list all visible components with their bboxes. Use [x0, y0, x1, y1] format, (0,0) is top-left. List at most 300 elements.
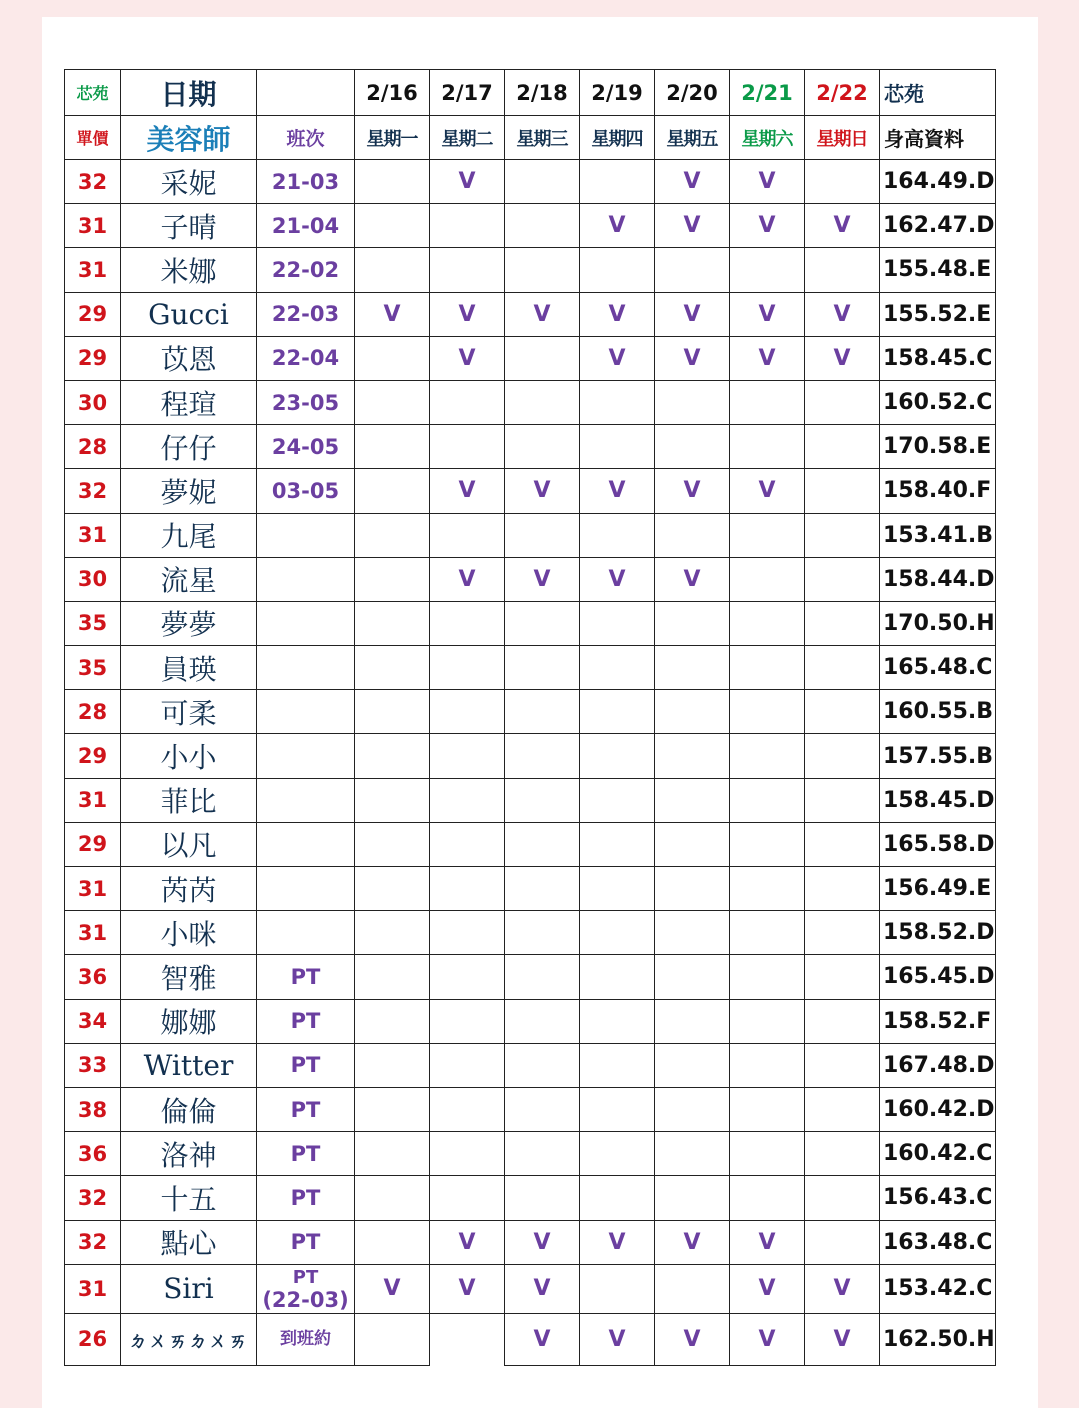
day-cell	[505, 646, 580, 690]
day-cell	[505, 336, 580, 380]
day-cell	[580, 1176, 655, 1220]
day-cell	[805, 557, 880, 601]
day-cell	[580, 513, 655, 557]
day-cell	[730, 955, 805, 999]
day-cell	[655, 690, 730, 734]
price-cell: 32	[65, 469, 121, 513]
day-cell	[580, 999, 655, 1043]
beautician-name: Gucci	[121, 292, 257, 336]
shift-label: PT	[292, 1266, 319, 1288]
day-cell	[355, 1176, 430, 1220]
table-row	[65, 425, 996, 469]
day-cell	[580, 601, 655, 645]
weekday-cell: 星期二	[430, 116, 505, 160]
day-cell	[655, 1264, 730, 1313]
date-cell: 2/20	[655, 70, 730, 116]
shift-cell: PT	[257, 1220, 355, 1264]
day-cell	[805, 1176, 880, 1220]
day-cell	[805, 425, 880, 469]
shift-mark: V	[655, 557, 730, 601]
shift-mark: V	[580, 1313, 655, 1365]
day-cell	[655, 513, 730, 557]
height-cell: 156.49.E	[880, 867, 996, 911]
beautician-name: 小咪	[121, 911, 257, 955]
day-cell	[505, 955, 580, 999]
price-header: 單價	[65, 116, 121, 160]
brand-cell: 芯苑	[65, 70, 121, 116]
day-cell	[655, 867, 730, 911]
date-cell: 2/17	[430, 70, 505, 116]
shift-mark: V	[580, 336, 655, 380]
day-cell	[355, 248, 430, 292]
shift-mark: V	[430, 160, 505, 204]
table-row	[65, 469, 996, 513]
day-cell	[580, 867, 655, 911]
height-cell: 165.48.C	[880, 646, 996, 690]
price-cell: 30	[65, 380, 121, 424]
price-cell: 35	[65, 646, 121, 690]
day-cell	[430, 911, 505, 955]
shift-mark: V	[355, 292, 430, 336]
day-cell	[355, 557, 430, 601]
shift-cell: PT	[257, 1087, 355, 1131]
price-cell: 31	[65, 911, 121, 955]
day-cell	[355, 160, 430, 204]
table-row	[65, 1313, 996, 1365]
day-cell	[655, 1132, 730, 1176]
day-cell	[430, 734, 505, 778]
day-cell	[430, 1087, 505, 1131]
table-row	[65, 955, 996, 999]
weekday-cell: 星期一	[355, 116, 430, 160]
weekday-cell-sunday: 星期日	[805, 116, 880, 160]
day-cell	[505, 734, 580, 778]
day-cell	[730, 557, 805, 601]
day-cell	[580, 1264, 655, 1313]
day-cell	[655, 1087, 730, 1131]
schedule-table	[64, 69, 996, 1366]
day-cell	[355, 336, 430, 380]
day-cell	[580, 734, 655, 778]
shift-mark: V	[655, 1220, 730, 1264]
beautician-header: 美容師	[121, 116, 257, 160]
price-cell: 36	[65, 955, 121, 999]
weekday-cell-saturday: 星期六	[730, 116, 805, 160]
price-cell: 29	[65, 336, 121, 380]
day-cell	[355, 1132, 430, 1176]
day-cell	[505, 999, 580, 1043]
day-cell	[430, 690, 505, 734]
shift-cell	[257, 601, 355, 645]
height-cell: 153.41.B	[880, 513, 996, 557]
height-cell: 164.49.D	[880, 160, 996, 204]
day-cell	[430, 425, 505, 469]
beautician-name: Witter	[121, 1043, 257, 1087]
shift-mark: V	[430, 1220, 505, 1264]
day-cell	[505, 513, 580, 557]
shift-mark: V	[730, 204, 805, 248]
price-cell: 29	[65, 822, 121, 866]
height-cell: 160.42.D	[880, 1087, 996, 1131]
day-cell	[580, 1043, 655, 1087]
shift-mark: V	[505, 1264, 580, 1313]
day-cell	[580, 380, 655, 424]
day-cell	[355, 1313, 430, 1365]
beautician-name: 程瑄	[121, 380, 257, 424]
beautician-name: 仔仔	[121, 425, 257, 469]
day-cell	[805, 1087, 880, 1131]
day-cell	[730, 690, 805, 734]
height-header: 身高資料	[880, 116, 996, 160]
day-cell	[730, 1132, 805, 1176]
day-cell	[505, 911, 580, 955]
table-row	[65, 160, 996, 204]
shift-mark: V	[505, 1313, 580, 1365]
price-cell: 32	[65, 1220, 121, 1264]
shift-cell: 22-02	[257, 248, 355, 292]
beautician-name: 智雅	[121, 955, 257, 999]
beautician-name: 九尾	[121, 513, 257, 557]
table-row	[65, 292, 996, 336]
day-cell	[805, 513, 880, 557]
day-cell	[355, 646, 430, 690]
day-cell	[730, 425, 805, 469]
day-cell	[655, 999, 730, 1043]
shift-mark: V	[805, 336, 880, 380]
shift-mark: V	[430, 469, 505, 513]
shift-mark: V	[730, 1264, 805, 1313]
height-cell: 158.40.F	[880, 469, 996, 513]
day-cell	[430, 380, 505, 424]
day-cell	[730, 601, 805, 645]
price-cell: 31	[65, 867, 121, 911]
day-cell	[580, 911, 655, 955]
price-cell: 31	[65, 778, 121, 822]
beautician-name: 流星	[121, 557, 257, 601]
beautician-name: 以凡	[121, 822, 257, 866]
day-cell	[355, 380, 430, 424]
table-row	[65, 248, 996, 292]
day-cell	[505, 601, 580, 645]
beautician-name: ㄉㄨㄞㄉㄨㄞ	[121, 1313, 257, 1365]
table-row	[65, 1220, 996, 1264]
day-cell	[430, 1043, 505, 1087]
table-row	[65, 336, 996, 380]
beautician-name: 菲比	[121, 778, 257, 822]
day-cell	[655, 380, 730, 424]
shift-mark: V	[580, 292, 655, 336]
beautician-name: 娜娜	[121, 999, 257, 1043]
date-cell: 2/19	[580, 70, 655, 116]
table-row	[65, 1132, 996, 1176]
day-cell	[580, 160, 655, 204]
day-cell	[730, 380, 805, 424]
shift-mark: V	[730, 1220, 805, 1264]
height-cell: 153.42.C	[880, 1264, 996, 1313]
shift-mark: V	[655, 160, 730, 204]
beautician-name: 夢夢	[121, 601, 257, 645]
table-row	[65, 1176, 996, 1220]
day-cell	[730, 513, 805, 557]
shift-cell: 03-05	[257, 469, 355, 513]
shift-cell	[257, 1264, 355, 1313]
day-cell	[505, 690, 580, 734]
shift-mark: V	[730, 469, 805, 513]
date-cell-saturday: 2/21	[730, 70, 805, 116]
day-cell	[805, 911, 880, 955]
shift-cell: PT	[257, 1132, 355, 1176]
date-title: 日期	[121, 70, 257, 116]
day-cell	[505, 1087, 580, 1131]
day-cell	[655, 822, 730, 866]
day-cell	[430, 601, 505, 645]
price-cell: 36	[65, 1132, 121, 1176]
shift-mark: V	[805, 292, 880, 336]
shift-cell	[257, 557, 355, 601]
height-cell: 162.50.H	[880, 1313, 996, 1365]
day-cell	[730, 911, 805, 955]
day-cell	[580, 646, 655, 690]
day-cell	[505, 160, 580, 204]
day-cell	[805, 999, 880, 1043]
day-cell	[430, 999, 505, 1043]
beautician-name: 可柔	[121, 690, 257, 734]
day-cell	[730, 734, 805, 778]
price-cell: 31	[65, 204, 121, 248]
shift-mark: V	[580, 1220, 655, 1264]
price-cell: 29	[65, 292, 121, 336]
price-cell: 35	[65, 601, 121, 645]
shift-cell: 24-05	[257, 425, 355, 469]
beautician-name: 米娜	[121, 248, 257, 292]
shift-mark: V	[580, 469, 655, 513]
day-cell	[580, 1087, 655, 1131]
shift-cell	[257, 513, 355, 557]
day-cell	[655, 248, 730, 292]
beautician-name: 十五	[121, 1176, 257, 1220]
price-cell: 31	[65, 1264, 121, 1313]
day-cell	[505, 204, 580, 248]
height-cell: 170.58.E	[880, 425, 996, 469]
shift-mark: V	[505, 1220, 580, 1264]
day-cell	[430, 867, 505, 911]
day-cell	[505, 778, 580, 822]
table-row	[65, 999, 996, 1043]
beautician-name: 子晴	[121, 204, 257, 248]
day-cell	[805, 778, 880, 822]
price-cell: 28	[65, 690, 121, 734]
beautician-name: 點心	[121, 1220, 257, 1264]
shift-mark: V	[430, 292, 505, 336]
height-cell: 170.50.H	[880, 601, 996, 645]
weekday-cell: 星期五	[655, 116, 730, 160]
day-cell	[655, 778, 730, 822]
shift-header: 班次	[257, 116, 355, 160]
day-cell	[805, 380, 880, 424]
day-cell	[430, 646, 505, 690]
shift-mark: V	[655, 292, 730, 336]
shift-cell: 23-05	[257, 380, 355, 424]
day-cell	[505, 1043, 580, 1087]
height-cell: 158.52.D	[880, 911, 996, 955]
day-cell	[355, 513, 430, 557]
price-cell: 34	[65, 999, 121, 1043]
day-cell	[730, 248, 805, 292]
date-cell: 2/16	[355, 70, 430, 116]
day-cell	[355, 601, 430, 645]
day-cell	[805, 1220, 880, 1264]
shift-cell: 22-04	[257, 336, 355, 380]
price-cell: 33	[65, 1043, 121, 1087]
day-cell	[730, 1043, 805, 1087]
day-cell	[580, 955, 655, 999]
height-cell: 165.58.D	[880, 822, 996, 866]
shift-note: (22-03)	[262, 1287, 349, 1312]
shift-mark: V	[805, 1313, 880, 1365]
table-row	[65, 1043, 996, 1087]
day-cell	[580, 822, 655, 866]
day-cell	[355, 469, 430, 513]
day-cell	[655, 1176, 730, 1220]
shift-mark: V	[805, 204, 880, 248]
shift-mark: V	[655, 469, 730, 513]
shift-mark: V	[580, 204, 655, 248]
height-cell: 163.48.C	[880, 1220, 996, 1264]
day-cell	[805, 469, 880, 513]
shift-mark: V	[655, 1313, 730, 1365]
shift-mark: V	[355, 1264, 430, 1313]
height-cell: 158.52.F	[880, 999, 996, 1043]
day-cell	[730, 1087, 805, 1131]
shift-cell	[257, 822, 355, 866]
shift-cell	[257, 734, 355, 778]
shift-cell: 22-03	[257, 292, 355, 336]
day-cell	[505, 425, 580, 469]
day-cell	[730, 1176, 805, 1220]
height-cell: 160.55.B	[880, 690, 996, 734]
day-cell	[430, 1176, 505, 1220]
header-empty-cell	[257, 70, 355, 116]
height-cell: 158.45.D	[880, 778, 996, 822]
day-cell	[580, 690, 655, 734]
day-cell	[805, 248, 880, 292]
day-cell	[655, 646, 730, 690]
day-cell	[730, 999, 805, 1043]
weekday-cell: 星期四	[580, 116, 655, 160]
day-cell	[355, 1043, 430, 1087]
day-cell	[505, 1176, 580, 1220]
shift-mark: V	[655, 336, 730, 380]
brand-cell-right: 芯苑	[880, 70, 996, 116]
shift-cell: PT	[257, 1043, 355, 1087]
shift-mark: V	[730, 336, 805, 380]
price-cell: 26	[65, 1313, 121, 1365]
day-cell	[805, 1043, 880, 1087]
shift-mark: V	[730, 160, 805, 204]
beautician-name: 倫倫	[121, 1087, 257, 1131]
table-row	[65, 1087, 996, 1131]
shift-cell	[257, 646, 355, 690]
table-row	[65, 1264, 996, 1313]
shift-cell: PT	[257, 999, 355, 1043]
shift-cell: PT	[257, 1176, 355, 1220]
price-cell: 32	[65, 1176, 121, 1220]
price-cell: 29	[65, 734, 121, 778]
height-cell: 156.43.C	[880, 1176, 996, 1220]
day-cell	[430, 204, 505, 248]
price-cell: 38	[65, 1087, 121, 1131]
shift-mark: V	[505, 292, 580, 336]
day-cell	[730, 822, 805, 866]
price-cell: 32	[65, 160, 121, 204]
day-cell	[355, 204, 430, 248]
table-row	[65, 911, 996, 955]
height-cell: 160.42.C	[880, 1132, 996, 1176]
day-cell	[430, 778, 505, 822]
day-cell	[430, 1313, 505, 1365]
day-cell	[355, 911, 430, 955]
shift-mark: V	[655, 204, 730, 248]
price-cell: 31	[65, 513, 121, 557]
day-cell	[580, 778, 655, 822]
beautician-name: 洛神	[121, 1132, 257, 1176]
table-row	[65, 557, 996, 601]
day-cell	[805, 734, 880, 778]
height-cell: 160.52.C	[880, 380, 996, 424]
day-cell	[655, 955, 730, 999]
beautician-name: 苡恩	[121, 336, 257, 380]
day-cell	[355, 1220, 430, 1264]
shift-mark: V	[430, 557, 505, 601]
height-cell: 162.47.D	[880, 204, 996, 248]
day-cell	[505, 867, 580, 911]
table-row	[65, 867, 996, 911]
header-row-dates	[65, 70, 996, 116]
day-cell	[505, 380, 580, 424]
day-cell	[355, 734, 430, 778]
table-row	[65, 601, 996, 645]
table-row	[65, 734, 996, 778]
shift-mark: V	[730, 1313, 805, 1365]
day-cell	[730, 778, 805, 822]
shift-mark: V	[430, 336, 505, 380]
day-cell	[505, 248, 580, 292]
day-cell	[355, 955, 430, 999]
day-cell	[355, 822, 430, 866]
day-cell	[355, 999, 430, 1043]
beautician-name: 夢妮	[121, 469, 257, 513]
height-cell: 158.45.C	[880, 336, 996, 380]
day-cell	[805, 601, 880, 645]
date-cell-sunday: 2/22	[805, 70, 880, 116]
day-cell	[730, 646, 805, 690]
height-cell: 167.48.D	[880, 1043, 996, 1087]
shift-cell	[257, 690, 355, 734]
beautician-name: 芮芮	[121, 867, 257, 911]
day-cell	[655, 734, 730, 778]
table-row	[65, 822, 996, 866]
height-cell: 158.44.D	[880, 557, 996, 601]
shift-cell	[257, 911, 355, 955]
height-cell: 155.52.E	[880, 292, 996, 336]
day-cell	[805, 646, 880, 690]
shift-cell: 21-03	[257, 160, 355, 204]
day-cell	[580, 248, 655, 292]
beautician-name: 采妮	[121, 160, 257, 204]
day-cell	[730, 867, 805, 911]
day-cell	[655, 601, 730, 645]
day-cell	[355, 1087, 430, 1131]
